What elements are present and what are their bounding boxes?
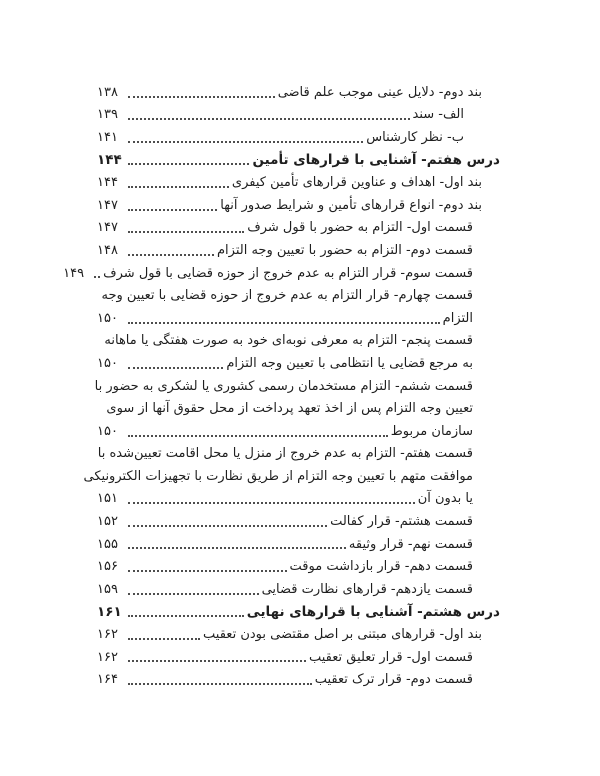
toc-entry (97, 420, 500, 443)
page-number: ۱۴۹ (63, 265, 85, 281)
toc-list (63, 81, 500, 691)
toc-entry (97, 533, 500, 556)
page-number: ۱۶۲ (97, 649, 118, 665)
toc-entry-title: قسمت نهم- قرار وثیقه (348, 536, 473, 552)
toc-entry (97, 601, 500, 624)
toc-entry (97, 194, 500, 217)
toc-entry-title: یا بدون آن (417, 491, 473, 507)
toc-entry-title: موافقت متهم با تعیین وجه التزام از طریق نظارت با تجهیزات الکترونیکی (83, 468, 473, 484)
page-number: ۱۵۰ (97, 355, 118, 371)
dot-leader (128, 118, 410, 120)
toc-entry (97, 217, 500, 240)
toc-entry-title: سازمان مربوط (390, 423, 473, 439)
dot-leader (128, 525, 327, 527)
toc-entry (94, 375, 500, 398)
toc-entry (97, 352, 500, 375)
page-number: ۱۵۰ (97, 310, 118, 326)
page-number: ۱۵۰ (97, 423, 118, 439)
dot-leader (128, 570, 287, 572)
toc-entry (97, 126, 500, 149)
dot-leader (128, 96, 275, 98)
dot-leader (128, 593, 259, 595)
dot-leader (128, 502, 415, 504)
dot-leader (128, 163, 249, 165)
toc-entry-title: به مرجع قضایی یا انتظامی با تعیین وجه التزام (226, 355, 473, 371)
toc-entry (97, 307, 500, 330)
dot-leader (128, 660, 306, 662)
toc-entry (63, 262, 500, 285)
page-number: ۱۵۲ (97, 514, 118, 530)
dot-leader (128, 615, 244, 617)
toc-entry-title: الف- سند (412, 107, 464, 123)
toc-entry-title: قسمت سوم- قرار التزام به عدم خروج از حوزه قضایی با قول شرف (103, 265, 473, 281)
toc-entry-title: درس هشتم- آشنایی با قرارهای نهایی (246, 603, 500, 620)
toc-entry (97, 104, 500, 127)
page-number: ۱۴۷ (97, 197, 118, 213)
dot-leader (128, 322, 440, 324)
toc-entry-title: قسمت هفتم- التزام به عدم خروج از منزل یا محل اقامت تعیین‌شده با (97, 446, 473, 462)
page-number: ۱۴۷ (97, 220, 118, 236)
toc-entry-title: قسمت چهارم- قرار التزام به عدم خروج از حوزه قضایی با تعیین وجه (101, 288, 473, 304)
toc-entry (97, 239, 500, 262)
page-number: ۱۴۸ (97, 242, 118, 258)
dot-leader (128, 547, 346, 549)
dot-leader (94, 276, 100, 278)
dot-leader (128, 231, 244, 233)
page-number: ۱۶۲ (97, 627, 118, 643)
dot-leader (128, 367, 223, 369)
toc-entry (97, 510, 500, 533)
page-number: ۱۴۱ (97, 129, 118, 145)
toc-entry (83, 465, 500, 488)
dot-leader (128, 683, 312, 685)
toc-entry-title: قسمت دهم- قرار بازداشت موقت (289, 559, 473, 575)
toc-entry (97, 149, 500, 172)
toc-entry-title: قسمت اول- التزام به حضور با قول شرف (247, 220, 473, 236)
page-number: ۱۵۶ (97, 559, 118, 575)
page-number: ۱۴۴ (97, 152, 122, 169)
toc-entry (97, 578, 500, 601)
toc-entry (97, 623, 500, 646)
page-number: ۱۳۸ (97, 84, 118, 100)
toc-entry-title: بند اول- قرارهای مبتنی بر اصل مقتضی بودن تعقیب (203, 627, 482, 643)
page-number: ۱۴۴ (97, 175, 118, 191)
toc-entry (97, 443, 500, 466)
toc-entry (97, 397, 500, 420)
dot-leader (128, 186, 229, 188)
toc-entry-title: بند دوم- انواع قرارهای تأمین و شرایط صدور آنها (220, 197, 482, 213)
dot-leader (128, 435, 388, 437)
toc-entry-title: بند اول- اهداف و عناوین قرارهای تأمین کیفری (231, 175, 482, 191)
page-number: ۱۵۵ (97, 536, 118, 552)
toc-entry-title: قسمت پنجم- التزام به معرفی نوبه‌ای خود به صورت هفتگی یا ماهانه (104, 333, 473, 349)
page-number: ۱۵۹ (97, 581, 118, 597)
toc-entry-title: قسمت هشتم- قرار کفالت (330, 514, 473, 530)
toc-entry-title: قسمت اول- قرار تعلیق تعقیب (308, 649, 473, 665)
dot-leader (128, 209, 217, 211)
toc-entry (97, 646, 500, 669)
toc-entry-title: قسمت یازدهم- قرارهای نظارت قضایی (261, 581, 473, 597)
toc-entry (97, 668, 500, 691)
toc-entry-title: قسمت دوم- قرار ترک تعقیب (314, 672, 473, 688)
page-number: ۱۵۱ (97, 491, 118, 507)
toc-entry-title: قسمت دوم- التزام به حضور با تعیین وجه التزام (216, 242, 473, 258)
toc-entry (97, 171, 500, 194)
dot-leader (128, 254, 214, 256)
dot-leader (128, 638, 200, 640)
dot-leader (128, 141, 363, 143)
toc-entry (97, 555, 500, 578)
page-number: ۱۶۴ (97, 672, 118, 688)
toc-entry (97, 488, 500, 511)
toc-entry-title: تعیین وجه التزام پس از اخذ تعهد پرداخت از محل حقوق آنها از سوی (106, 401, 473, 417)
toc-entry (97, 330, 500, 353)
toc-entry-title: بند دوم- دلایل عینی موجب علم قاضی (277, 84, 482, 100)
toc-entry-title: درس هفتم- آشنایی با قرارهای تأمین (252, 152, 500, 169)
toc-entry (97, 284, 500, 307)
toc-entry (97, 81, 500, 104)
toc-entry-title: قسمت ششم- التزام مستخدمان رسمی کشوری یا لشکری به حضور با (94, 378, 473, 394)
toc-entry-title: ب- نظر کارشناس (366, 129, 464, 145)
page-number: ۱۳۹ (97, 107, 118, 123)
toc-entry-title: التزام (442, 310, 473, 326)
page-number: ۱۶۱ (97, 603, 122, 620)
